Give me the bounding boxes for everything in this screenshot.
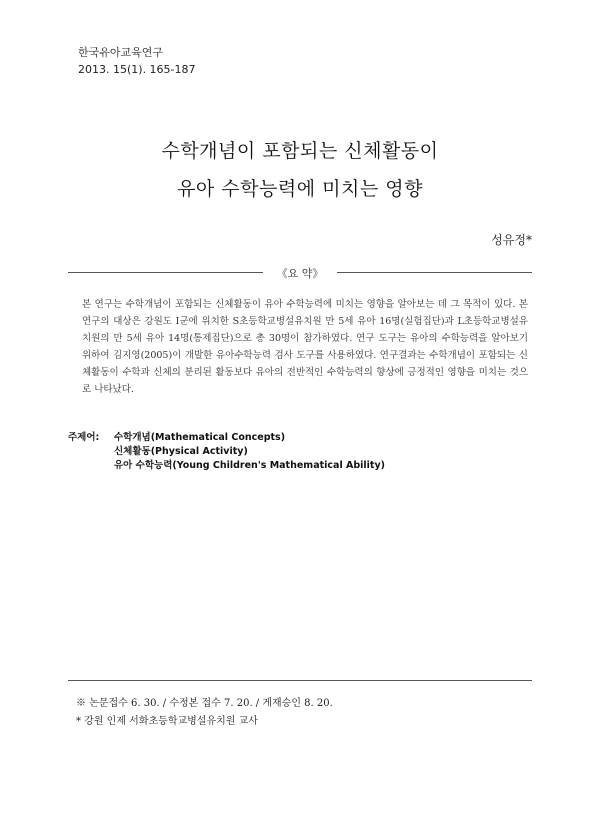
keyword-item: 수학개념(Mathematical Concepts) [114, 432, 286, 443]
journal-info [78, 44, 196, 78]
footnote-divider [68, 680, 532, 681]
paper-title-line-1: 수학개념이 포함되는 신체활동이 [161, 140, 439, 162]
footnote-dates: ※ 논문접수 6. 30. / 수정본 접수 7. 20. / 게재승인 8. 20. [76, 698, 333, 709]
keyword-row [68, 431, 385, 445]
keyword-row [68, 459, 385, 473]
footnote-affiliation: * 강원 인제 서화초등학교병설유치원 교사 [76, 716, 258, 727]
keyword-item: 신체활동(Physical Activity) [114, 446, 248, 457]
author-name: 성유정* [491, 233, 532, 247]
abstract-rule-right [337, 272, 532, 273]
abstract-text: 본 연구는 수학개념이 포함되는 신체활동이 유아 수학능력에 미치는 영향을 알아보는 데 그 목적이 있다. 본 연구의 대상은 강원도 I군에 위치한 S초등학교병설유치원 만 5세 유아 16명(실험집단)과 L초등학교병설유치원의 만 5세 유아 14명(통제집단)으로 총 30명이 참가하였다. 연구 도구는 유아의 수학능력을 알아보기 위하여 김지영(2005)이 개발한 유아수학능력 검사 도구를 사용하였다. 연구결과는 수학개념이 포함되는 신체활동이 수학과 신체의 분리된 활동보다 유아의 전반적인 수학능력의 향상에 긍정적인 영향을 미치는 것으로 나타났다. [82, 299, 528, 395]
keywords-label: 주제어: [68, 432, 100, 443]
paper-title-line-2: 유아 수학능력에 미치는 영향 [177, 178, 423, 200]
abstract-heading-label: 《요 약》 [276, 267, 324, 280]
keyword-row [68, 445, 385, 459]
journal-citation: 2013. 15(1). 165-187 [78, 63, 196, 76]
keywords [68, 431, 385, 473]
keyword-item: 유아 수학능력(Young Children's Mathematical Ability) [114, 460, 386, 471]
journal-name: 한국유아교육연구 [78, 46, 164, 59]
abstract-heading [68, 265, 532, 279]
